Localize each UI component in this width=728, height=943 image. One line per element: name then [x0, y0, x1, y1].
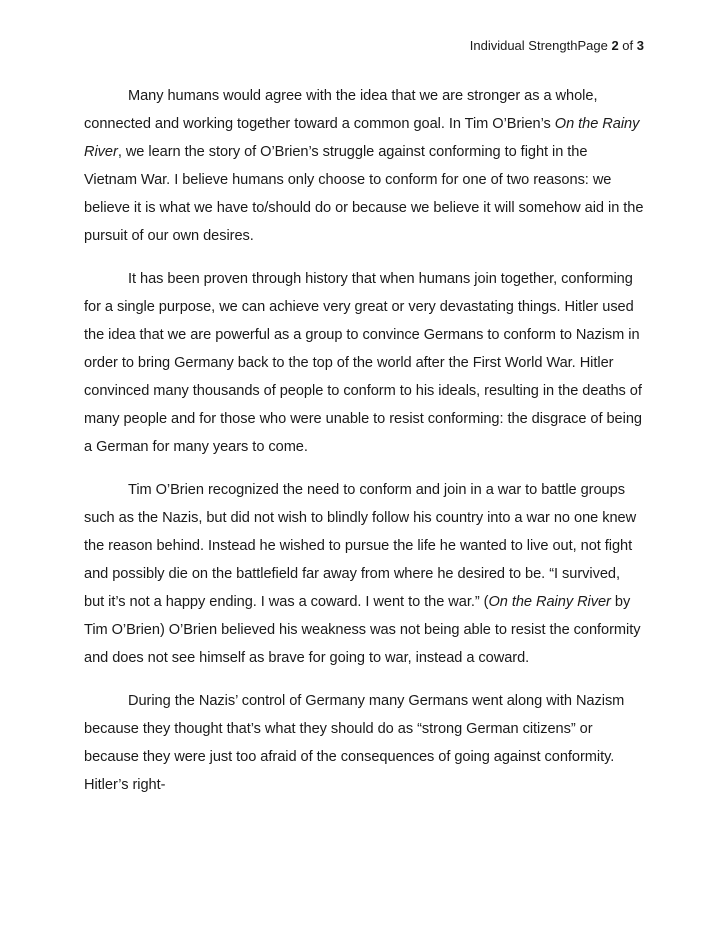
- italic-title-text: On the Rainy River: [488, 594, 611, 610]
- paragraph-text: Many humans would agree with the idea that we are stronger as a whole, connected and working together toward a common goal. In Tim O’Brien’s: [84, 88, 598, 132]
- paragraph-3: [84, 476, 644, 672]
- header-page-label: Page: [577, 38, 608, 53]
- paragraph-text: by Tim O’Brien) O’Brien believed his weakness was not being able to resist the conformity and does not see himself as brave for going to war, instead a coward.: [84, 594, 641, 666]
- document-body: [84, 82, 644, 814]
- page-header: [470, 38, 644, 54]
- paragraph-text: , we learn the story of O’Brien’s struggle against conforming to fight in the Vietnam War. I believe humans only choose to conform for one of two reasons: we believe it is what we have to/should do or because we believe it will somehow aid in the pursuit of our own desires.: [84, 144, 644, 244]
- paragraph-text: It has been proven through history that when humans join together, conforming for a single purpose, we can achieve very great or very devastating things. Hitler used the idea that we are powerful as a group to convince Germans to conform to Nazism in order to bring Germany back to the top of the world after the First World War. Hitler convinced many thousands of people to conform to his ideals, resulting in the deaths of many people and for those who were unable to resist conforming: the disgrace of being a German for many years to come.: [84, 271, 642, 455]
- paragraph-2: [84, 265, 644, 461]
- header-of-label: of: [622, 38, 634, 53]
- paragraph-4: [84, 687, 644, 799]
- italic-title-text: On the Rainy River: [84, 116, 640, 160]
- paragraph-text: During the Nazis’ control of Germany many Germans went along with Nazism because they thought that’s what they should do as “strong German citizens” or because they were just too afraid of the consequences of going against conformity. Hitler’s right-: [84, 693, 625, 793]
- paragraph-text: Tim O’Brien recognized the need to conform and join in a war to battle groups such as the Nazis, but did not wish to blindly follow his country into a war no one knew the reason behind. Instead he wished to pursue the life he wanted to live out, not fight and possibly die on the battlefield far away from where he desired to be. “I survived, but it’s not a happy ending. I was a coward. I went to the war.” (: [84, 482, 637, 610]
- header-page-number: 2: [611, 38, 619, 53]
- header-total-pages: 3: [636, 38, 644, 53]
- header-title: Individual Strength: [469, 38, 578, 53]
- paragraph-1: [84, 82, 644, 250]
